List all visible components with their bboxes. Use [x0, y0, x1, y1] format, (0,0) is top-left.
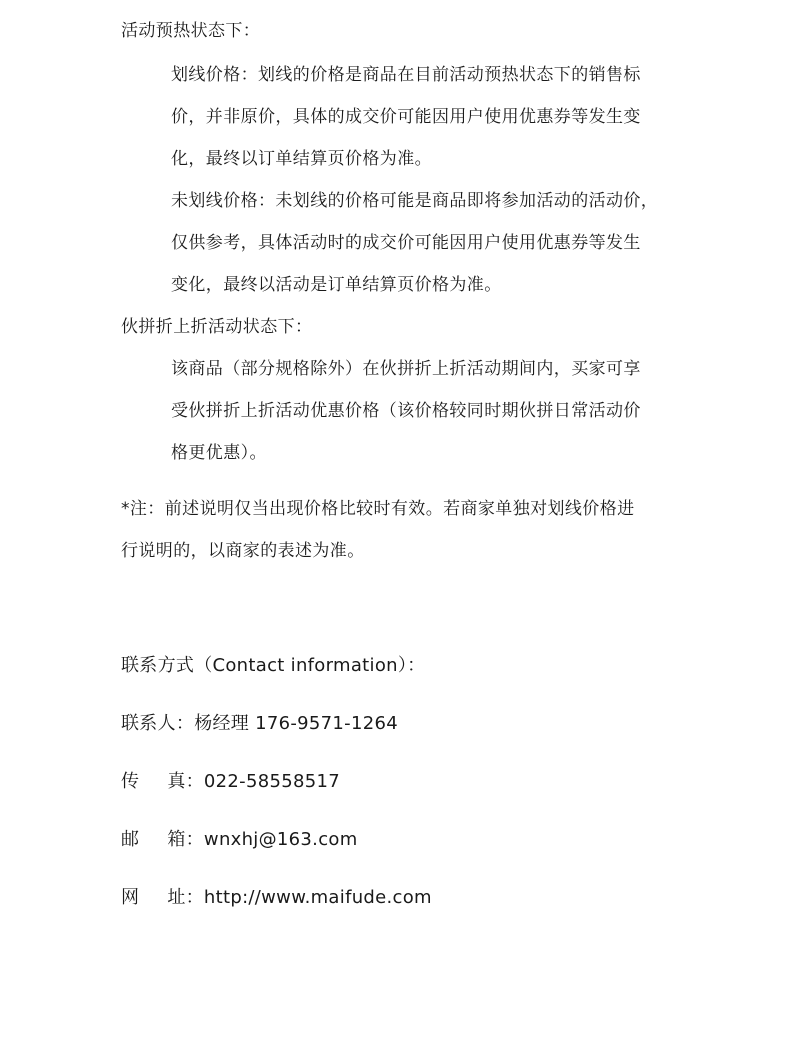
website-label-char-1: 网	[121, 887, 140, 908]
strikethrough-price-line-3: 化，最终以订单结算页价格为准。	[171, 149, 432, 169]
contact-person-value: 杨经理 176-9571-1264	[194, 713, 398, 734]
contact-fax	[121, 771, 340, 793]
non-strikethrough-price-line-3: 变化，最终以活动是订单结算页价格为准。	[171, 275, 502, 295]
fax-label-char-2: 真：	[167, 771, 204, 792]
email-label-char-1: 邮	[121, 829, 140, 850]
non-strikethrough-price-line-2: 仅供参考，具体活动时的成交价可能因用户使用优惠券等发生	[171, 233, 641, 253]
group-discount-line-3: 格更优惠）。	[171, 443, 267, 463]
fax-label-char-1: 传	[121, 771, 140, 792]
group-discount-line-1: 该商品（部分规格除外）在伙拼折上折活动期间内，买家可享	[171, 359, 641, 379]
contact-website	[121, 887, 432, 909]
group-discount-line-2: 受伙拼折上折活动优惠价格（该价格较同时期伙拼日常活动价	[171, 401, 641, 421]
contact-person	[121, 713, 398, 735]
fax-value: 022-58558517	[203, 771, 340, 792]
strikethrough-price-line-2: 价，并非原价，具体的成交价可能因用户使用优惠券等发生变	[171, 107, 641, 127]
preheat-heading: 活动预热状态下：	[121, 21, 261, 41]
contact-title: 联系方式（Contact information）：	[121, 655, 426, 676]
group-discount-heading: 伙拼折上折活动状态下：	[121, 317, 313, 337]
note-line-2: 行说明的，以商家的表述为准。	[121, 541, 365, 561]
contact-email	[121, 829, 358, 851]
contact-person-label: 联系人：	[121, 713, 195, 734]
website-label-char-2: 址：	[167, 887, 204, 908]
note-line-1: *注：前述说明仅当出现价格比较时有效。若商家单独对划线价格进	[121, 499, 635, 519]
website-link[interactable]: http://www.maifude.com	[203, 887, 432, 908]
email-value[interactable]: wnxhj@163.com	[203, 829, 358, 850]
strikethrough-price-line-1: 划线价格：划线的价格是商品在目前活动预热状态下的销售标	[171, 65, 641, 85]
email-label-char-2: 箱：	[167, 829, 204, 850]
non-strikethrough-price-line-1: 未划线价格：未划线的价格可能是商品即将参加活动的活动价，	[171, 191, 659, 211]
